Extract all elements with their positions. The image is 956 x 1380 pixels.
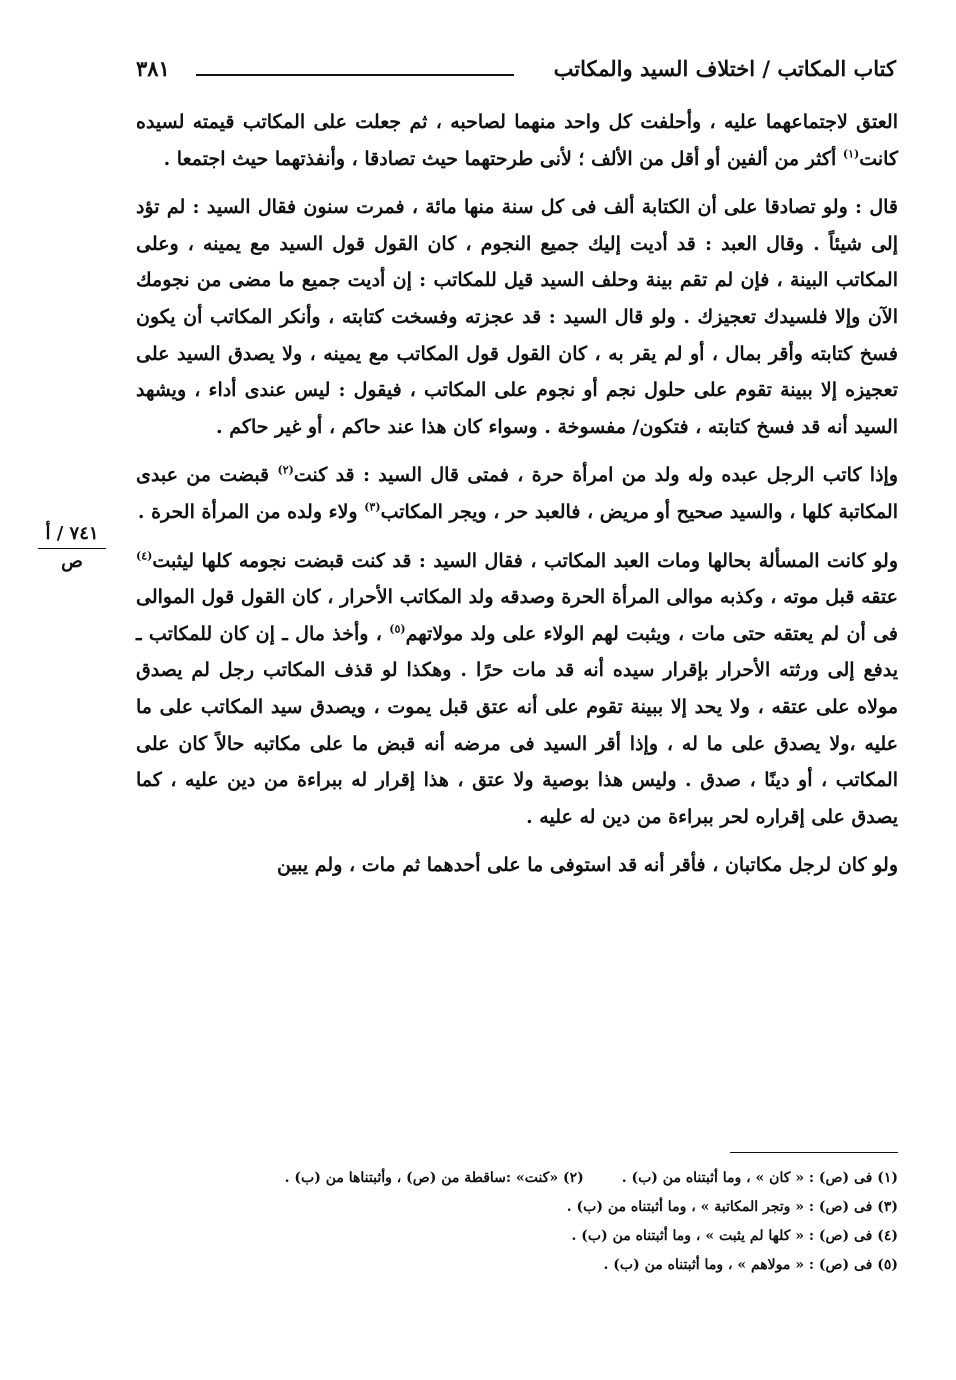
running-header (136, 56, 896, 88)
manuscript-siglum: ص (61, 551, 83, 572)
header-rule (196, 74, 514, 76)
text-run: أكثر من ألفين أو أقل من الألف ؛ لأنى طرحتهما حيث تصادقا ، وأنفذتهما حيث اجتمعا . (163, 147, 843, 170)
footnote-separator (730, 1152, 898, 1153)
footnote-ref: (١) (842, 147, 860, 161)
text-run: قبضت من عبدى المكاتبة كلها ، والسيد صحيح أو مريض ، فالعبد حر ، ويجر المكاتب (136, 464, 898, 523)
paragraph (136, 847, 898, 884)
footnote-ref: (٥) (389, 622, 406, 636)
running-title: كتاب المكاتب / اختلاف السيد والمكاتب (553, 56, 896, 81)
folio-rule (38, 548, 106, 549)
text-run: ولاء ولده من المرأة الحرة . (137, 500, 365, 523)
page-number: ٣٨١ (136, 56, 170, 81)
footnote: (٢) «كنت» :ساقطة من (ص) ، وأثبتناها من (ب) . (284, 1170, 584, 1186)
text-run: ، وأخذ مال ـ إن كان للمكاتب ـ يدفع إلى ورثته الأحرار بإقرار سيده أنه قد مات حرًا . وهكذا لو قذف المكاتب رجل لم يصدق مولاه على عتقه ، ولا يحد إلا ببينة تقوم على أنه عتق قبل يموت ، ويصدق سيد المكاتب على ما عليه ،ولا يصدق على ما له ، وإذا أقر السيد فى مرضه أنه قبض ما على مكاتبه حالاً كان على المكاتب ، أو دينًا ، صدق . وليس هذا بوصية ولا عتق ، هذا إقرار له ببراءة من دين عليه ، كما يصدق على إقراره لحر ببراءة من دين له عليه . (136, 622, 898, 828)
footnote-ref: (٣) (364, 500, 381, 514)
text-run: : ولو تصادقا على أن الكتابة ألف فى كل سنة منها مائة ، فمرت سنون فقال السيد : لم تؤد إلى شيئاً . وقال العبد : قد أديت إليك جميع النجوم ، كان القول قول السيد مع يمينه ، وعلى المكاتب البينة ، فإن لم تقم بينة وحلف السيد قيل للمكاتب : إن أديت جميع ما مضى من نجومك الآن وإلا فلسيدك تعجيزك . ولو قال السيد : قد عجزته وفسخت كتابته ، وأنكر المكاتب أن يكون فسخ كتابته وأقر بمال ، أو لم يقر به ، كان القول قول المكاتب مع يمينه ، ولا يصدق السيد على تعجيزه إلا ببينة تقوم على حلول نجم أو نجوم على المكاتب ، فيقول : ليس عندى أداء ، ويشهد السيد أنه قد فسخ كتابته ، فتكون/ مفسوخة . وسواء كان هذا عند حاكم ، أو غير حاكم . (136, 196, 898, 438)
footnote-line (150, 1164, 898, 1193)
paragraph (136, 104, 898, 177)
footnote: (١) فى (ص) : « كان » ، وما أثبتناه من (ب) . (621, 1170, 898, 1186)
text-run: عتقه قبل موته ، وكذبه موالى المرأة الحرة وصدقه ولد المكاتب الأحرار ، كان القول قول الموالى فى أن لم يعتقه حتى مات ، ويثبت لهم الولاء على ولد مولاتهم (136, 586, 898, 645)
footnote: (٣) فى (ص) : « وتجر المكاتبة » ، وما أثبتناه من (ب) . (566, 1199, 898, 1215)
paragraph (136, 543, 898, 836)
paragraph-lead-word: قال (869, 196, 898, 219)
footnotes (150, 1164, 898, 1280)
text-run: ولو كان لرجل مكاتبان ، فأقر أنه قد استوفى ما على أحدهما ثم مات ، ولم يبين (276, 854, 898, 877)
footnote-ref: (٢) (277, 464, 294, 478)
footnote: (٥) فى (ص) : « مولاهم » ، وما أثبتناه من (ب) . (603, 1257, 898, 1273)
margin-folio-mark (34, 523, 110, 572)
body-text (136, 104, 898, 884)
paragraph (136, 457, 898, 530)
footnote: (٤) فى (ص) : « كلها لم يثبت » ، وما أثبتناه من (ب) . (571, 1228, 898, 1244)
paragraph (136, 189, 898, 445)
text-run: ولو كانت المسألة بحالها ومات العبد المكاتب ، فقال السيد : قد كنت قبضت نجومه كلها ليثبت (152, 549, 898, 572)
folio-number: ٧٤١ / أ (45, 523, 99, 544)
text-run: العتق لاجتماعهما عليه ، وأحلفت كل واحد منهما لصاحبه ، ثم جعلت على المكاتب قيمته لسيده كانت (136, 111, 898, 170)
footnote-ref: (٤) (136, 549, 153, 563)
text-run: وإذا كاتب الرجل عبده وله ولد من امرأة حرة ، فمتى قال السيد : قد كنت (293, 464, 898, 487)
